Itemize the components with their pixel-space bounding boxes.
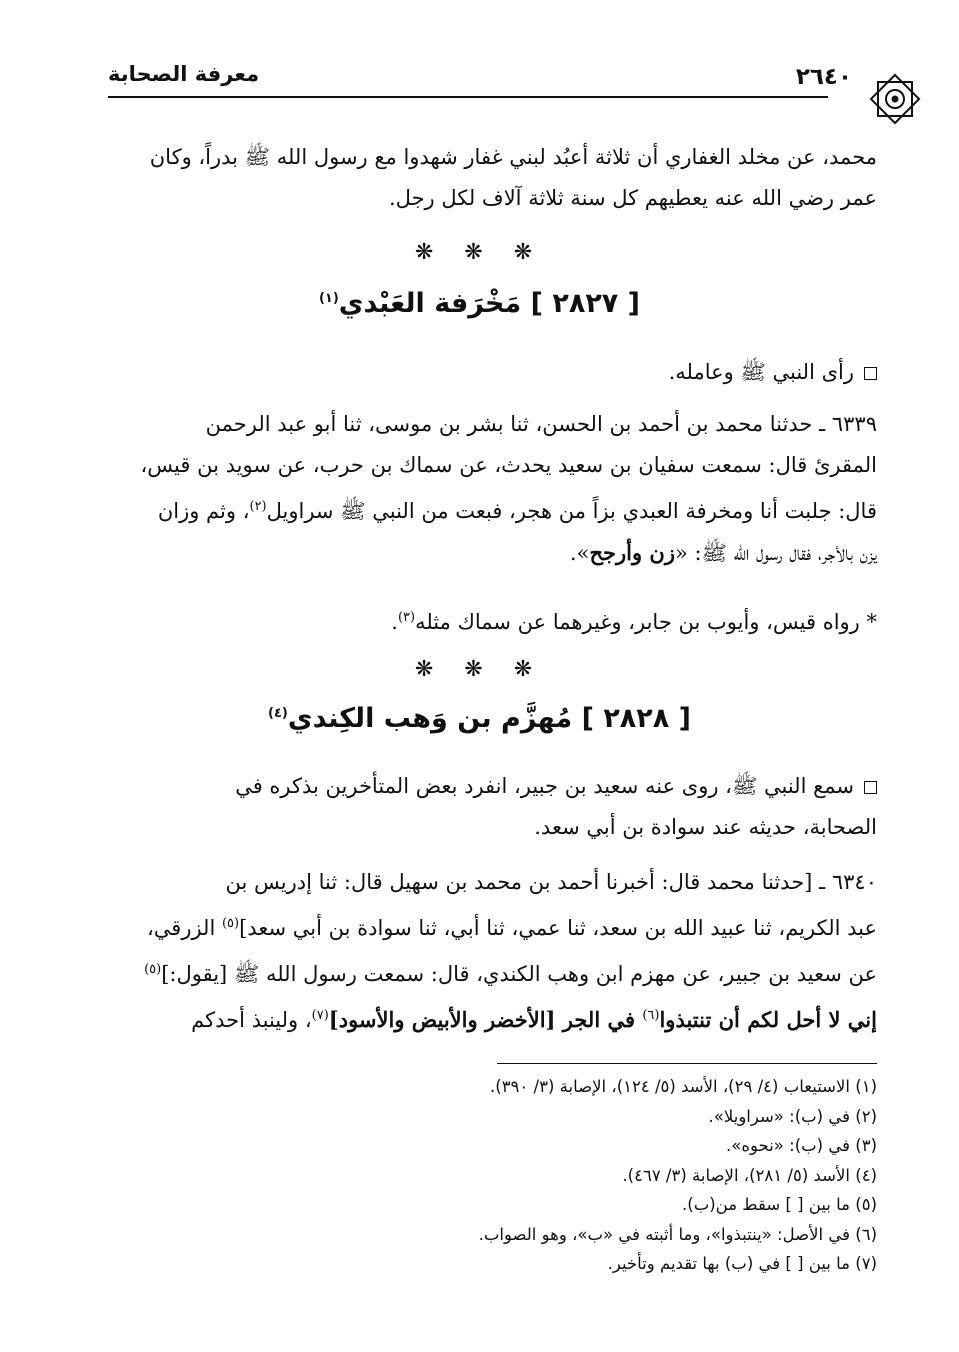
footnote: (٤) الأسد (٥/ ٢٨١)، الإصابة (٣/ ٤٦٧). bbox=[622, 1165, 877, 1185]
footnote-ref: (٣) bbox=[397, 610, 416, 625]
hadith-line-2: المقرئ قال: سمعت سفيان بن سعيد يحدث، عن سماك بن حرب، عن سويد بن قيس، bbox=[140, 453, 877, 477]
footnote-ref: (٦) bbox=[642, 1008, 660, 1023]
hadith-line-1: ٦٣٤٠ ـ [حدثنا محمد قال: أخبرنا أحمد بن محمد بن سهيل قال: ثنا إدريس بن bbox=[225, 870, 877, 894]
narration-note bbox=[107, 597, 877, 643]
page-header bbox=[108, 48, 878, 108]
summary-line-1 bbox=[107, 766, 877, 807]
footnote-rule bbox=[497, 1063, 877, 1064]
footnote: (٦) في الأصل: «ينتبذوا»، وما أثبته في «ب»، وهو الصواب. bbox=[478, 1224, 877, 1244]
entry-title: [ ٢٨٢٧ ] مَخْرَفة العَبْدي bbox=[338, 288, 641, 319]
section-separator: ❋ ❋ ❋ bbox=[414, 657, 545, 682]
footnote-ref: (٤) bbox=[268, 706, 288, 721]
entry-heading-2827 bbox=[0, 288, 959, 319]
hadith-6340 bbox=[107, 862, 877, 1041]
entry-summary-2827 bbox=[107, 352, 877, 393]
text-segment: ، ولينبذ أحدكم bbox=[191, 1008, 312, 1032]
footnote-ref: (٢) bbox=[249, 499, 267, 514]
section-separator: ❋ ❋ ❋ bbox=[414, 240, 545, 265]
text-segment: ». bbox=[569, 541, 590, 565]
summary-text: رأى النبي ﷺ وعامله. bbox=[668, 360, 854, 384]
text-segment: . bbox=[391, 610, 398, 634]
footnote: (٢) في (ب): «سراويلا». bbox=[708, 1106, 877, 1126]
prophetic-saying: إني لا أحل لكم أن تنتبذوا bbox=[659, 1007, 877, 1032]
hadith-line-3 bbox=[107, 949, 877, 995]
square-bullet-icon bbox=[864, 781, 877, 794]
header-rule bbox=[108, 96, 828, 98]
hadith-line-4 bbox=[107, 532, 877, 574]
octagram-ornament-icon bbox=[866, 70, 924, 128]
text-segment: يزن بالأجر، فقال رسول الله ﷺ: « bbox=[674, 541, 877, 565]
prophetic-saying: في الجر [الأخضر والأبيض والأسود] bbox=[328, 1007, 643, 1032]
page-number: ٢٦٤٠ bbox=[795, 64, 852, 90]
footnote: (٥) ما بين [ ] سقط من(ب). bbox=[682, 1195, 877, 1214]
text-segment: قال: جلبت أنا ومخرفة العبدي بزاً من هجر، فبعت من النبي ﷺ سراويل bbox=[266, 499, 877, 523]
text-segment: الزرقي، bbox=[147, 916, 222, 940]
intro-line-2: عمر رضي الله عنه يعطيهم كل سنة ثلاثة آلاف لكل رجل. bbox=[388, 186, 877, 210]
footnote-ref: (١) bbox=[318, 291, 339, 306]
intro-paragraph bbox=[107, 137, 877, 219]
hadith-6339 bbox=[107, 404, 877, 574]
summary-line-2: الصحابة، حديثه عند سوادة بن أبي سعد. bbox=[534, 815, 877, 839]
hadith-line-2 bbox=[107, 903, 877, 949]
footnote-ref: (٥) bbox=[221, 916, 240, 931]
footnote-ref: (٧) bbox=[311, 1008, 329, 1023]
intro-line-1: محمد، عن مخلد الغفاري أن ثلاثة أعبُد لبني غفار شهدوا مع رسول الله ﷺ بدراً، وكان bbox=[149, 145, 877, 169]
footnote: (٣) في (ب): «نحوه». bbox=[726, 1136, 877, 1155]
hadith-line-3 bbox=[107, 486, 877, 532]
prophetic-saying: زن وأرجح bbox=[589, 540, 675, 565]
entry-heading-2828 bbox=[0, 703, 959, 734]
entry-summary-2828 bbox=[107, 766, 877, 848]
footnote: (٧) ما بين [ ] في (ب) بها تقديم وتأخير. bbox=[607, 1254, 877, 1273]
footnotes bbox=[107, 1072, 877, 1279]
hadith-line-4 bbox=[107, 995, 877, 1041]
hadith-line-1: ٦٣٣٩ ـ حدثنا محمد بن أحمد بن الحسن، ثنا بشر بن موسى، ثنا أبو عبد الرحمن bbox=[205, 412, 877, 436]
footnote-ref: (٥) bbox=[144, 962, 162, 977]
text-segment: عبد الكريم، ثنا عبيد الله بن سعد، ثنا عمي، ثنا أبي، ثنا سوادة بن أبي سعد] bbox=[239, 916, 877, 940]
square-bullet-icon bbox=[864, 367, 877, 380]
footnote: (١) الاستيعاب (٤/ ٢٩)، الأسد (٥/ ١٢٤)، الإصابة (٣/ ٣٩٠). bbox=[490, 1077, 877, 1096]
text-segment: ، وثم وزان bbox=[157, 499, 250, 523]
entry-title: [ ٢٨٢٨ ] مُهزَّم بن وَهب الكِندي bbox=[287, 703, 691, 734]
narration-text: * رواه قيس، وأيوب بن جابر، وغيرهما عن سماك مثله bbox=[415, 610, 877, 634]
book-title: معرفة الصحابة bbox=[108, 62, 260, 86]
text-segment: عن سعيد بن جبير، عن مهزم ابن وهب الكندي، قال: سمعت رسول الله ﷺ [يقول:] bbox=[161, 962, 877, 986]
summary-text: سمع النبي ﷺ، روى عنه سعيد بن جبير، انفرد بعض المتأخرين بذكره في bbox=[235, 774, 854, 798]
